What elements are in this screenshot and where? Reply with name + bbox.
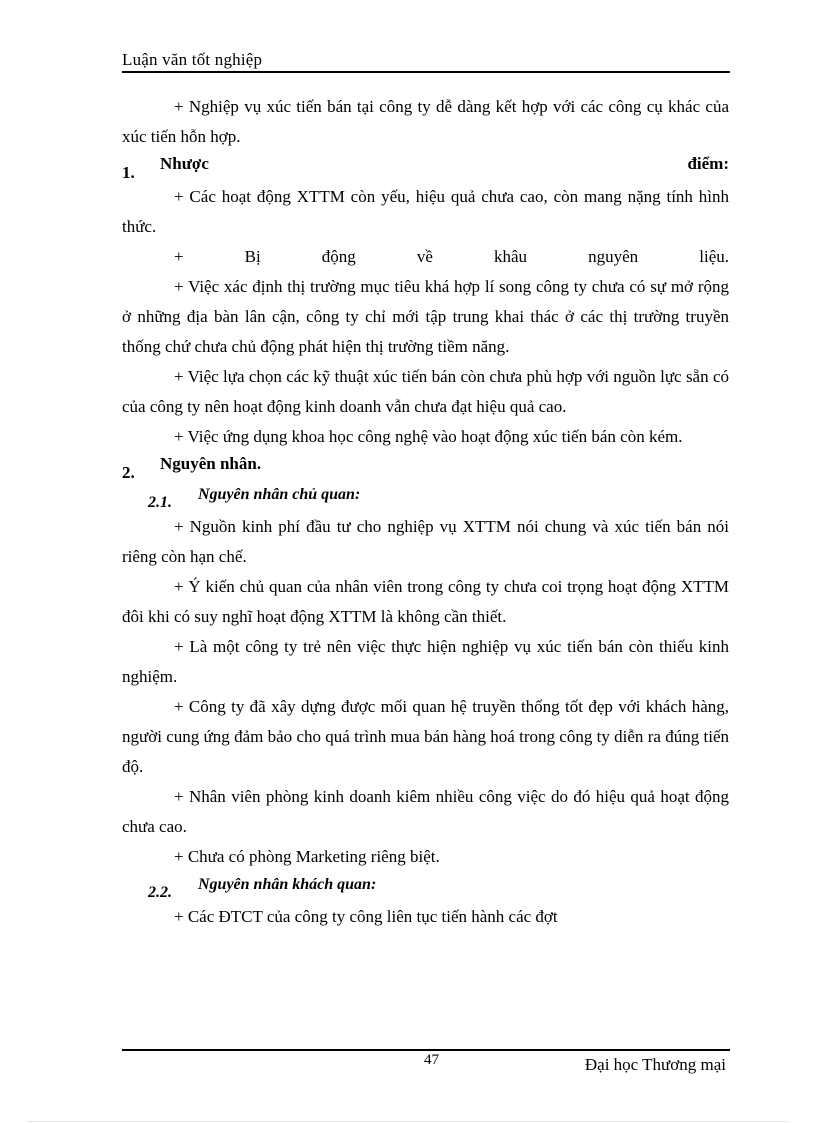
paragraph: + Các ĐTCT của công ty công liên tục tiến hành các đợt bbox=[174, 907, 558, 926]
running-header-title: Luận văn tốt nghiệp bbox=[122, 50, 263, 69]
paragraph: + Bị động về khâu nguyên liệu. bbox=[174, 247, 729, 266]
header-rule bbox=[122, 71, 730, 73]
paragraph: + Nguồn kinh phí đầu tư cho nghiệp vụ XTTM nói chung và xúc tiến bán nói riêng còn hạn chế. bbox=[122, 517, 729, 566]
paragraph: + Là một công ty trẻ nên việc thực hiện nghiệp vụ xúc tiến bán còn thiếu kinh nghiệm. bbox=[122, 637, 729, 686]
paragraph: + Việc lựa chọn các kỹ thuật xúc tiến bán còn chưa phù hợp với nguồn lực sẵn có của công ty nên hoạt động kinh doanh vẫn chưa đạt hiệu quả cao. bbox=[122, 367, 729, 416]
section-heading-1 bbox=[122, 152, 729, 182]
section-number: 1. bbox=[122, 163, 135, 182]
page-edge bbox=[28, 1121, 788, 1122]
page-body bbox=[122, 92, 729, 932]
section-title: Nhược bbox=[160, 154, 209, 173]
subsection-number: 2.1. bbox=[148, 494, 172, 511]
paragraph: + Ý kiến chủ quan của nhân viên trong công ty chưa coi trọng hoạt động XTTM đôi khi có suy nghĩ hoạt động XTTM là không cần thiết. bbox=[122, 577, 729, 626]
footer-institution: Đại học Thương mại bbox=[584, 1055, 726, 1074]
subsection-heading-2-2 bbox=[122, 872, 729, 902]
footer-rule bbox=[122, 1049, 730, 1051]
page-number: 47 bbox=[424, 1052, 439, 1068]
subsection-title: Nguyên nhân khách quan: bbox=[198, 876, 377, 893]
paragraph: + Các hoạt động XTTM còn yếu, hiệu quả chưa cao, còn mang nặng tính hình thức. bbox=[122, 187, 729, 236]
paragraph: + Nghiệp vụ xúc tiến bán tại công ty dễ dàng kết hợp với các công cụ khác của xúc tiến hỗn hợp. bbox=[122, 97, 729, 146]
paragraph: + Chưa có phòng Marketing riêng biệt. bbox=[174, 847, 440, 866]
paragraph: + Việc xác định thị trường mục tiêu khá hợp lí song công ty chưa có sự mở rộng ở những địa bàn lân cận, công ty chỉ mới tập trung khai thác ở các thị trường truyền thống chứ chưa chủ động phát hiện thị trường tiềm năng. bbox=[122, 277, 729, 356]
subsection-title: Nguyên nhân chủ quan: bbox=[198, 486, 361, 503]
subsection-heading-2-1 bbox=[122, 482, 729, 512]
paragraph: + Nhân viên phòng kinh doanh kiêm nhiều công việc do đó hiệu quả hoạt động chưa cao. bbox=[122, 787, 729, 836]
paragraph: + Việc ứng dụng khoa học công nghệ vào hoạt động xúc tiến bán còn kém. bbox=[174, 427, 683, 446]
paragraph: + Công ty đã xây dựng được mối quan hệ truyền thống tốt đẹp với khách hàng, người cung ứng đảm bảo cho quá trình mua bán hàng hoá trong công ty diễn ra đúng tiến độ. bbox=[122, 697, 729, 776]
subsection-number: 2.2. bbox=[148, 884, 172, 901]
section-number: 2. bbox=[122, 463, 135, 482]
section-heading-2 bbox=[122, 452, 729, 482]
section-title: Nguyên nhân. bbox=[160, 454, 262, 473]
section-title-right: điểm: bbox=[687, 154, 729, 173]
